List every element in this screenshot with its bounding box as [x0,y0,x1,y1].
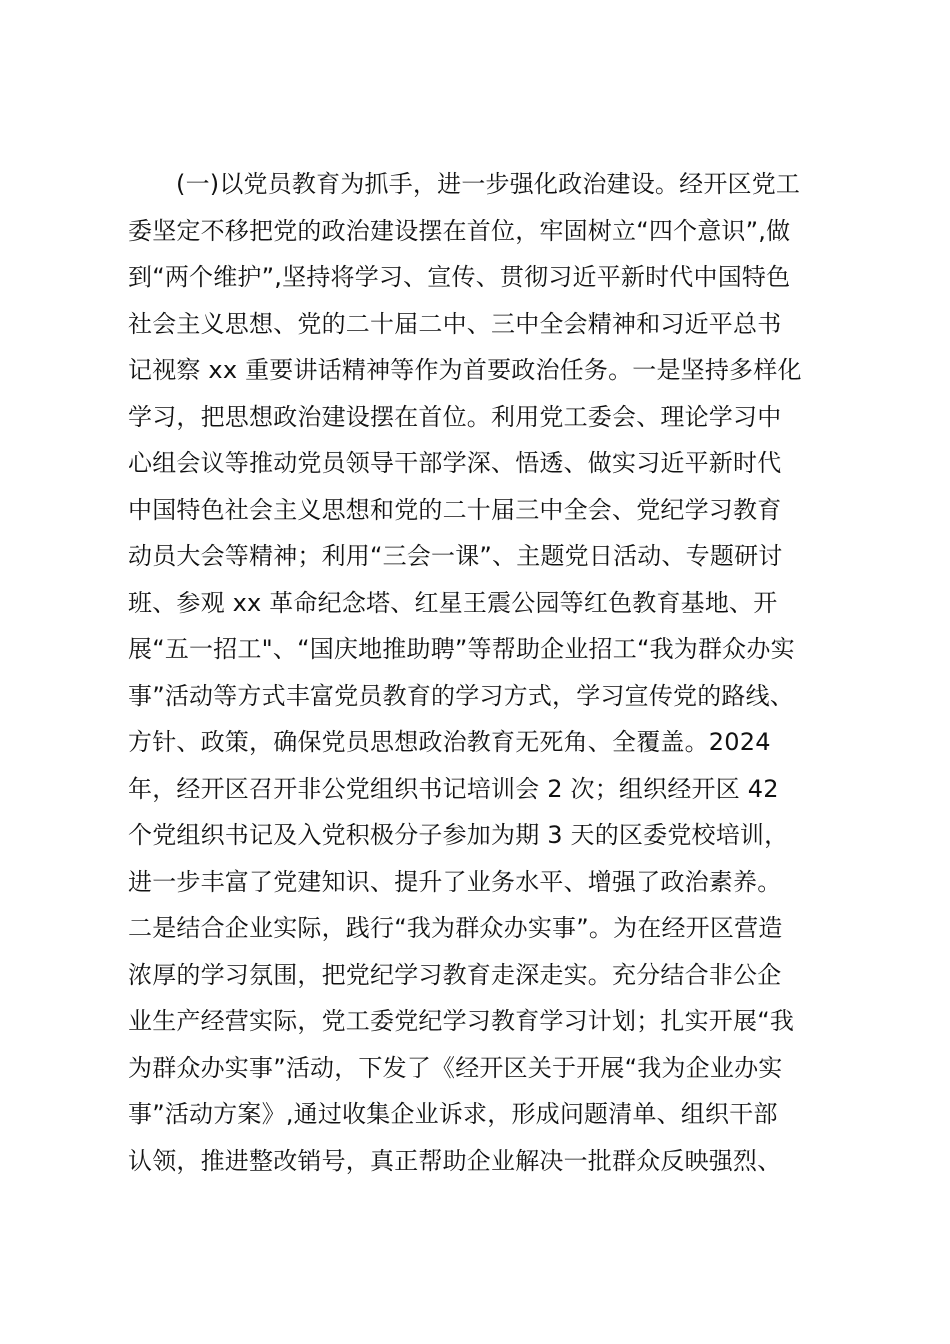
paragraph-line-5: 记视察 xx 重要讲话精神等作为首要政治任务。一是坚持多样化 [128,356,802,384]
paragraph-line-9: 动员大会等精神；利用“三会一课”、主题党日活动、专题研讨 [128,542,783,570]
body-paragraph [128,161,838,1184]
paragraph-line-15: 个党组织书记及入党积极分子参加为期 3 天的区委党校培训， [128,821,789,849]
paragraph-line-20: 为群众办实事”活动，下发了《经开区关于开展“我为企业办实 [128,1053,783,1082]
paragraph-line-22: 认领，推进整改销号，真正帮助企业解决一批群众反映强烈、 [128,1146,782,1175]
paragraph-line-4: 社会主义思想、党的二十届二中、三中全会精神和习近平总书 [128,309,782,338]
paragraph-line-12: 事”活动等方式丰富党员教育的学习方式，学习宣传党的路线、 [128,681,795,710]
paragraph-line-13: 方针、政策，确保党员思想政治教育无死角、全覆盖。2024 [128,728,771,756]
paragraph-line-1: (一)以党员教育为抓手，进一步强化政治建设。经开区党工 [176,170,801,198]
paragraph-line-3: 到“两个维护”,坚持将学习、宣传、贯彻习近平新时代中国特色 [128,263,791,291]
paragraph-line-17: 二是结合企业实际，践行“我为群众办实事”。为在经开区营造 [128,914,783,942]
paragraph-line-14: 年，经开区召开非公党组织书记培训会 2 次；组织经开区 42 [128,774,779,803]
paragraph-line-6: 学习，把思想政治建设摆在首位。利用党工委会、理论学习中 [128,402,782,431]
paragraph-line-21: 事”活动方案》,通过收集企业诉求，形成问题清单、组织干部 [128,1100,778,1128]
paragraph-line-18: 浓厚的学习氛围，把党纪学习教育走深走实。充分结合非公企 [128,960,782,989]
paragraph-line-11: 展“五一招工"、“国庆地推助聘”等帮助企业招工“我为群众办实 [128,635,795,663]
paragraph-line-2: 委坚定不移把党的政治建设摆在首位，牢固树立“四个意识”,做 [128,216,791,245]
paragraph-line-7: 心组会议等推动党员领导干部学深、悟透、做实习近平新时代 [128,449,782,477]
paragraph-line-10: 班、参观 xx 革命纪念塔、红星王震公园等红色教育基地、开 [128,588,778,617]
paragraph-line-8: 中国特色社会主义思想和党的二十届三中全会、党纪学习教育 [128,495,782,524]
paragraph-line-16: 进一步丰富了党建知识、提升了业务水平、增强了政治素养。 [128,867,782,896]
paragraph-line-19: 业生产经营实际，党工委党纪学习教育学习计划；扎实开展“我 [128,1007,795,1035]
